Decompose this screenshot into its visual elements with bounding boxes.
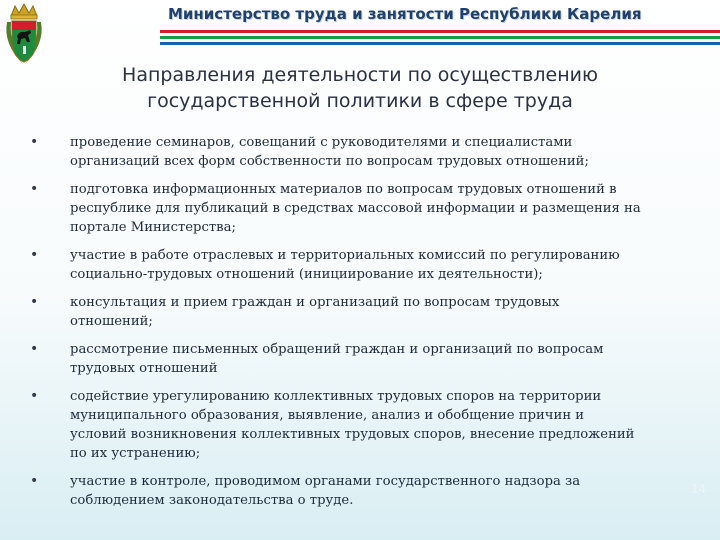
bullet-marker: • [30,294,39,310]
bullet-marker: • [30,181,39,197]
header-stripe-red [160,30,720,33]
page-number: 14 [690,482,706,496]
bullet-item [30,472,700,510]
bullet-text-line: трудовых отношений [70,361,218,376]
bullet-text-line: рассмотрение письменных обращений граждан и организаций по вопросам [70,342,604,357]
bullet-item [30,293,700,331]
bullet-text-line: консультация и прием граждан и организаций по вопросам трудовых [70,295,560,310]
bullet-text-line: проведение семинаров, совещаний с руководителями и специалистами [70,135,573,150]
bullet-item [30,180,700,237]
bullet-text-line: участие в контроле, проводимом органами государственного надзора за [70,474,581,489]
bullet-text-line: портале Министерства; [70,220,236,235]
bullet-list [30,133,700,519]
bullet-marker: • [30,388,39,404]
bullet-item [30,340,700,378]
slide-title [60,62,660,114]
bullet-text-line: республике для публикаций в средствах массовой информации и размещения на [70,201,641,216]
bullet-text-line: соблюдением законодательства о труде. [70,493,354,508]
organization-title: Министерство труда и занятости Республики Карелия [168,5,642,23]
bullet-text-line: по их устранению; [70,446,201,461]
bullet-item [30,133,700,171]
bullet-text-line: организаций всех форм собственности по вопросам трудовых отношений; [70,154,589,169]
karelia-coat-of-arms-icon [3,2,45,68]
bullet-item [30,387,700,463]
bullet-marker: • [30,473,39,489]
bullet-text-line: участие в работе отраслевых и территориальных комиссий по регулированию [70,248,620,263]
bullet-marker: • [30,134,39,150]
bullet-text-line: подготовка информационных материалов по вопросам трудовых отношений в [70,182,617,197]
slide-title-line-1: Направления деятельности по осуществлению [122,64,598,86]
bullet-text-line: содействие урегулированию коллективных трудовых споров на территории [70,389,602,404]
header-stripe-green [160,36,720,39]
bullet-text-line: отношений; [70,314,153,329]
slide-title-line-2: государственной политики в сфере труда [147,90,573,112]
bullet-marker: • [30,341,39,357]
header-stripe-blue [160,42,720,45]
bullet-text-line: социально-трудовых отношений (инициирование их деятельности); [70,267,543,282]
bullet-text-line: условий возникновения коллективных трудовых споров, внесение предложений [70,427,635,442]
bullet-item [30,246,700,284]
bullet-text-line: муниципального образования, выявление, анализ и обобщение причин и [70,408,585,423]
bullet-marker: • [30,247,39,263]
